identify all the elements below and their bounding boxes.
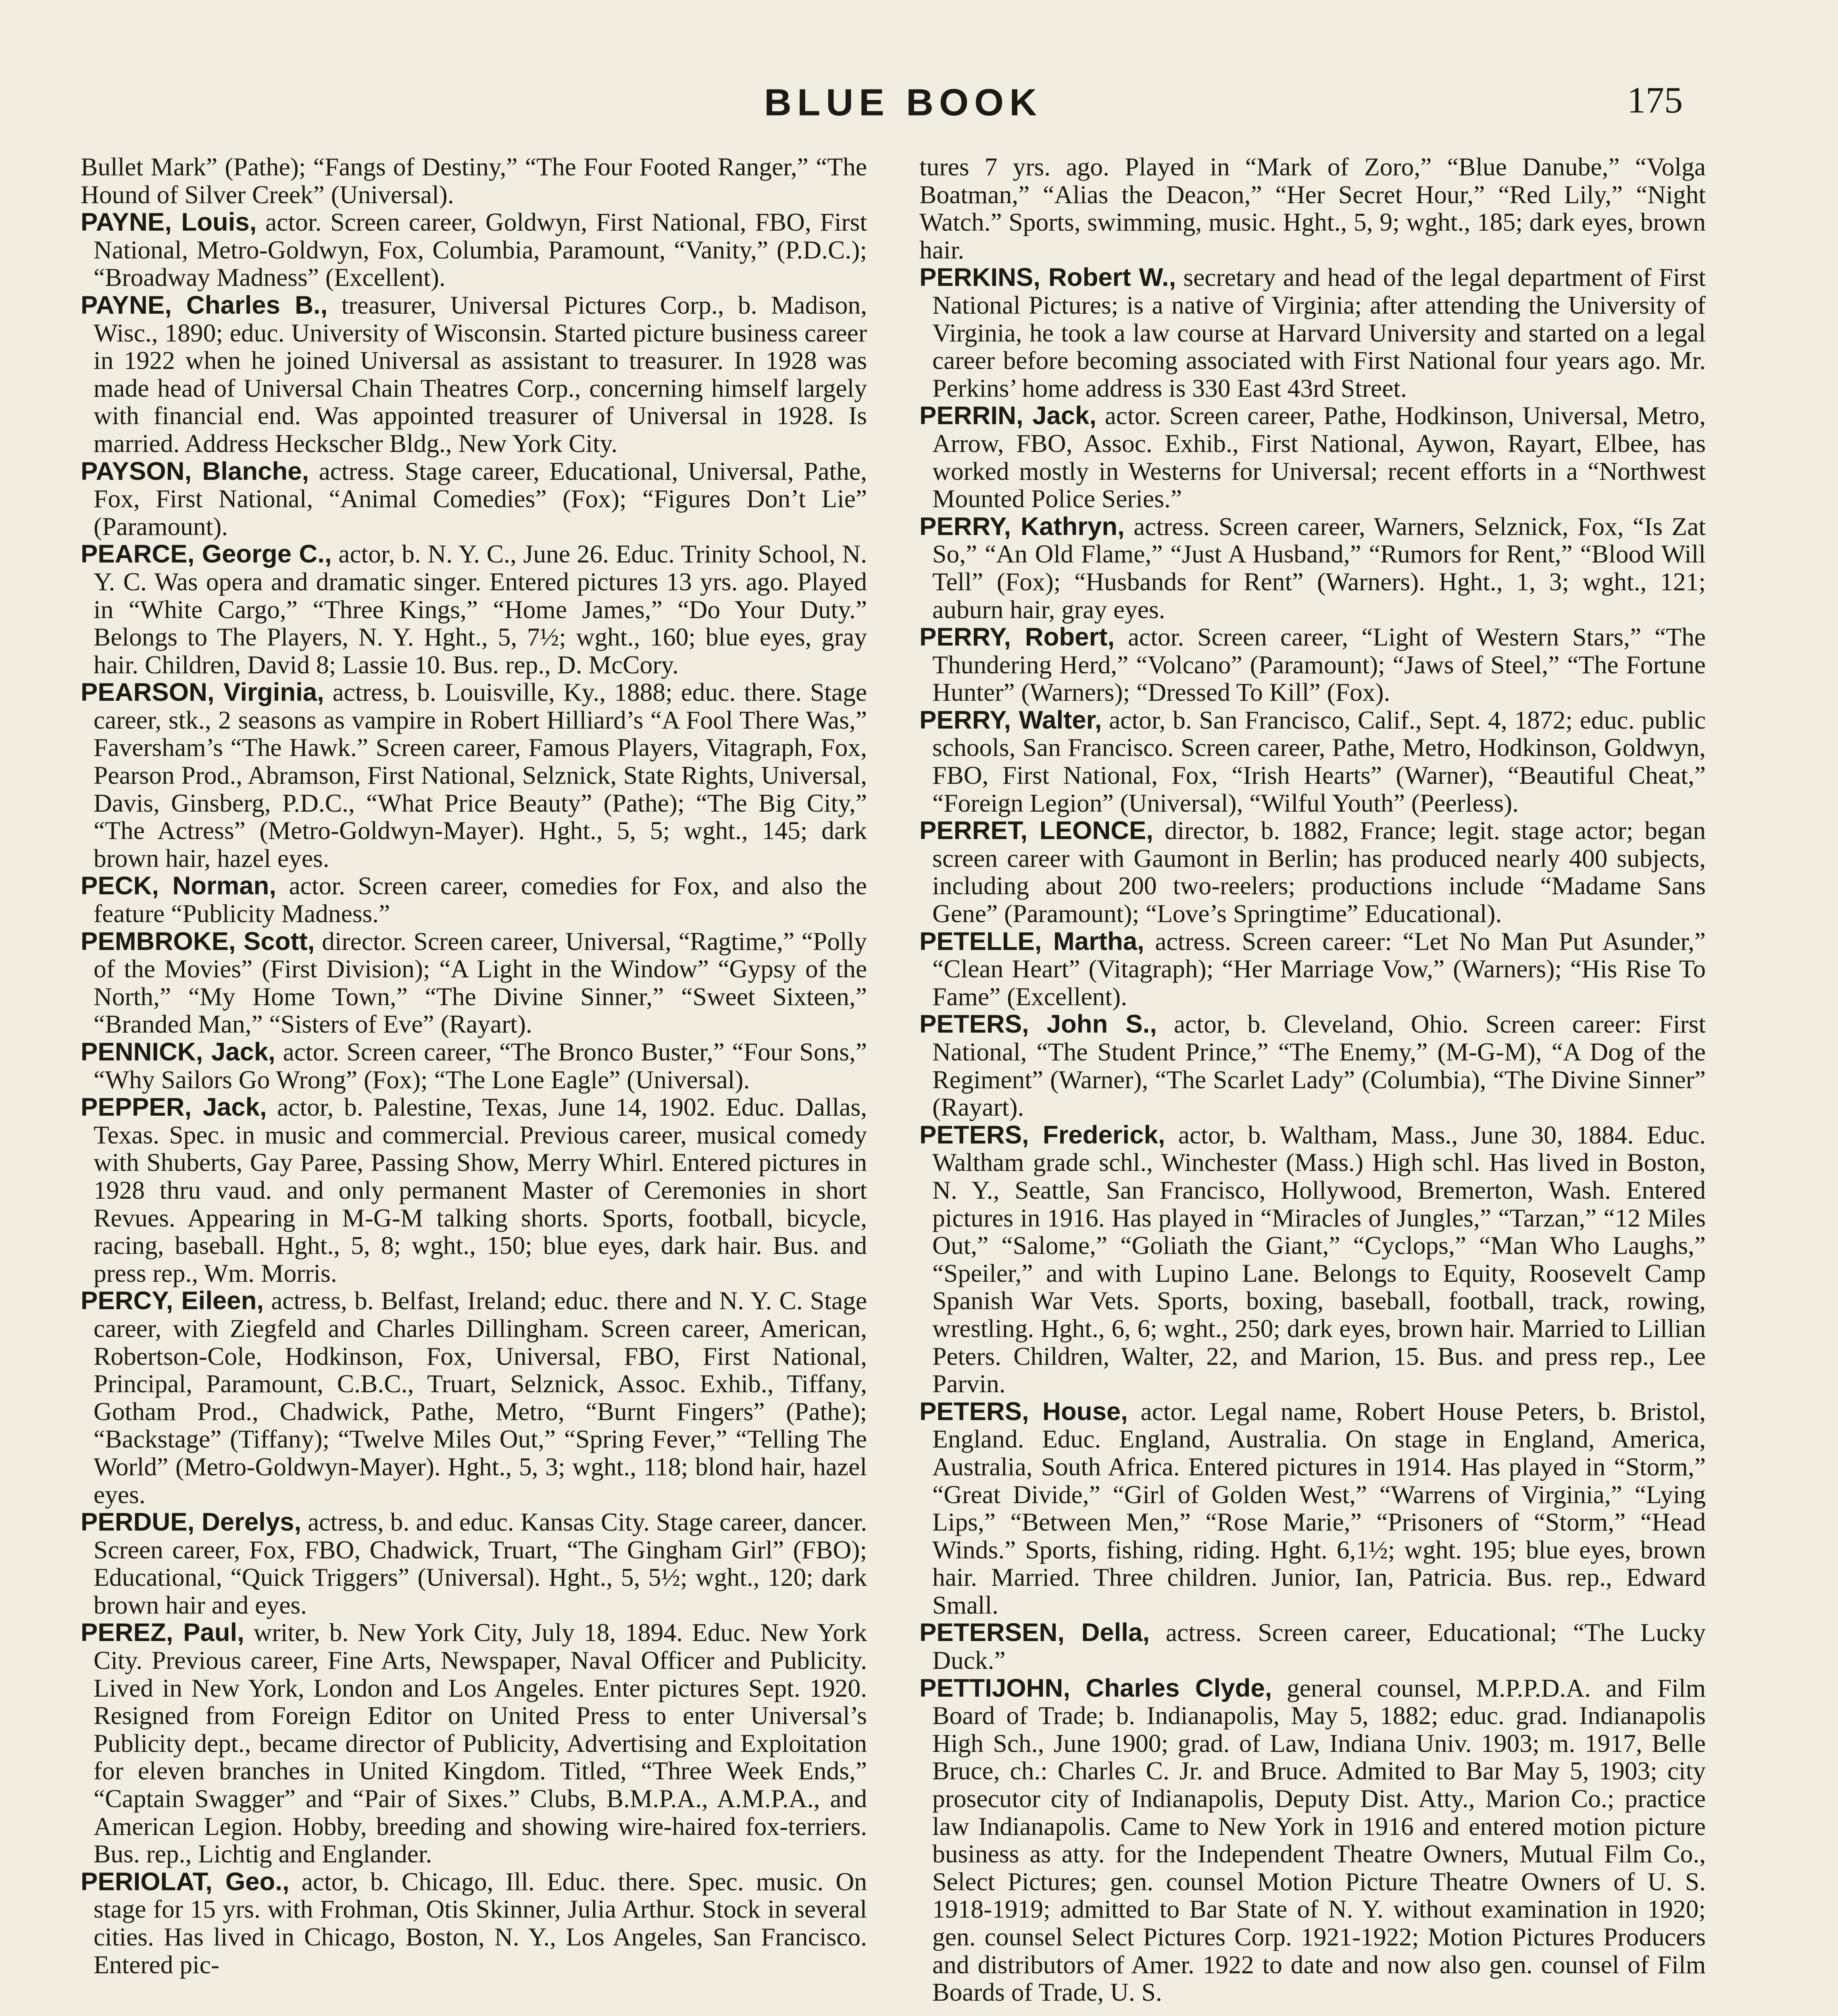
entry-name: PERRET, LEONCE, <box>919 816 1154 845</box>
directory-entry <box>919 1010 1706 1121</box>
entry-text: actress. Screen career: “Let No Man Put Asunder,” “Clean Heart” (Vitagraph); “Her Marriage Vow,” (Warners); “His Rise To Fame” (Excellent). <box>932 927 1706 1011</box>
entry-name: PEPPER, Jack, <box>81 1093 267 1122</box>
entry-text: actress, b. Louisville, Ky., 1888; educ. there. Stage career, stk., 2 seasons as vampire in Robert Hilliard’s “A Fool There Was,” Faversham’s “The Hawk.” Screen career, Famous Players, Vitagraph, Fox, Pearson Prod., Abramson, First National, Selznick, State Rights, Universal, Davis, Ginsberg, P.D.C., “What Price Beauty” (Pathe); “The Big City,” “The Actress” (Metro-Goldwyn-Mayer). Hght., 5, 5; wght., 145; dark brown hair, hazel eyes. <box>94 678 867 873</box>
entry-name: PERRIN, Jack, <box>919 402 1096 430</box>
entry-text: actress, b. Belfast, Ireland; educ. there and N. Y. C. Stage career, with Ziegfeld and Charles Dillingham. Screen career, American, Robertson-Cole, Hodkinson, Fox, Universal, FBO, First National, Principal, Paramount, C.B.C., Truart, Selznick, Assoc. Exhib., Tiffany, Gotham Prod., Chadwick, Pathe, Metro, “Burnt Fingers” (Pathe); “Backstage” (Tiffany); “Twelve Miles Out,” “Spring Fever,” “Telling The World” (Metro-Goldwyn-Mayer). Hght., 5, 3; wght., 118; blond hair, hazel eyes. <box>94 1286 867 1509</box>
entry-text: actor. Screen career, Goldwyn, First National, FBO, First National, Metro-Goldwyn, Fox, Columbia, Paramount, “Vanity,” (P.D.C.); “Broadway Madness” (Excellent). <box>94 208 867 292</box>
entry-text: actress. Stage career, Educational, Universal, Pathe, Fox, First National, “Animal Comedies” (Fox); “Figures Don’t Lie” (Paramount). <box>94 456 867 541</box>
directory-entry <box>81 1093 867 1287</box>
directory-entry <box>919 1619 1706 1674</box>
entry-name: PEARSON, Virginia, <box>81 678 324 707</box>
directory-entry <box>81 540 867 679</box>
entry-text: actor. Screen career, “Light of Western Stars,” “The Thundering Herd,” “Volcano” (Paramount); “Jaws of Steel,” “The Fortune Hunter” (Warners); “Dressed To Kill” (Fox). <box>932 623 1706 707</box>
entry-name: PERKINS, Robert W., <box>919 263 1176 292</box>
directory-entry <box>81 208 867 292</box>
directory-entry <box>81 1038 867 1093</box>
entry-name: PERCY, Eileen, <box>81 1287 264 1315</box>
entry-name: PAYNE, Charles B., <box>81 291 328 319</box>
entry-name: PERRY, Robert, <box>919 623 1115 652</box>
directory-entry <box>81 928 867 1038</box>
running-head-title: BLUE BOOK <box>764 81 1042 123</box>
entry-text: director. Screen career, Universal, “Ragtime,” “Polly of the Movies” (First Division); “A Light in the Window” “Gypsy of the North,” “My Home Town,” “The Divine Sinner,” “Sweet Sixteen,” “Branded Man,” “Sisters of Eve” (Rayart). <box>94 927 867 1039</box>
entry-name: PERDUE, Derelys, <box>81 1508 302 1537</box>
directory-entry <box>81 872 867 927</box>
directory-entry <box>81 1868 867 1979</box>
entry-name: PENNICK, Jack, <box>81 1038 275 1066</box>
entry-text: actor. Screen career, comedies for Fox, and also the feature “Publicity Madness.” <box>94 871 867 928</box>
entry-name: PEMBROKE, Scott, <box>81 927 315 956</box>
directory-entry <box>81 458 867 541</box>
directory-entry <box>81 1619 867 1868</box>
entry-name: PEREZ, Paul, <box>81 1618 244 1647</box>
entry-name: PETERS, John S., <box>919 1010 1157 1039</box>
entry-name: PETELLE, Martha, <box>919 927 1144 956</box>
entry-name: PERIOLAT, Geo., <box>81 1867 290 1896</box>
directory-entry <box>919 153 1706 264</box>
entry-name: PERRY, Kathryn, <box>919 512 1125 541</box>
entry-name: PEARCE, George C., <box>81 540 332 569</box>
page-number: 175 <box>1627 79 1683 121</box>
entry-text: secretary and head of the legal department of First National Pictures; is a native of Virginia; after attending the University of Virginia, he took a law course at Harvard University and started on a legal career before becoming associated with First National four years ago. Mr. Perkins’ home address is 330 East 43rd Street. <box>932 263 1706 402</box>
entry-text: actor, b. Cleveland, Ohio. Screen career: First National, “The Student Prince,” “The Enemy,” (M-G-M), “A Dog of the Regiment” (Warner), “The Scarlet Lady” (Columbia), “The Divine Sinner” (Rayart). <box>932 1010 1706 1122</box>
entry-name: PAYSON, Blanche, <box>81 457 309 485</box>
entry-text: actor, b. N. Y. C., June 26. Educ. Trinity School, N. Y. C. Was opera and dramatic singer. Entered pictures 13 yrs. ago. Played in “White Cargo,” “Three Kings,” “Home James,” “Do Your Duty.” Belongs to The Players, N. Y. Hght., 5, 7½; wght., 160; blue eyes, gray hair. Children, David 8; Lassie 10. Bus. rep., D. McCory. <box>94 539 867 679</box>
entry-name: PETTIJOHN, Charles Clyde, <box>919 1674 1272 1702</box>
entry-text: actor. Legal name, Robert House Peters, b. Bristol, England. Educ. England, Australia. On stage in England, America, Australia, South Africa. Entered pictures in 1914. Has played in “Storm,” “Great Divide,” “Girl of Golden West,” “Warrens of Virginia,” “Lying Lips,” “Between Men,” “Rose Marie,” “Prisoners of “Storm,” “Head Winds.” Sports, fishing, riding. Hght. 6,1½; wght. 195; blue eyes, brown hair. Married. Three children. Junior, Ian, Patricia. Bus. rep., Edward Small. <box>932 1397 1706 1619</box>
entry-text: general counsel, M.P.P.D.A. and Film Board of Trade; b. Indianapolis, May 5, 1882; educ. grad. Indianapolis High Sch., June 1900; grad. of Law, Indiana Univ. 1903; m. 1917, Belle Bruce, ch.: Charles C. Jr. and Bruce. Admited to Bar May 5, 1903; city prosecutor city of Indianapolis, Deputy Dist. Atty., Marion Co.; practice law Indianapolis. Came to New York in 1916 and entered motion picture business as atty. for the Independent Theatre Owners, Mutual Film Co., Select Pictures; gen. counsel Motion Picture Theatre Owners of U. S. 1918-1919; admitted to Bar State of N. Y. without examination in 1920; gen. counsel Select Pictures Corp. 1921-1922; Motion Pictures Producers and distributors of Amer. 1922 to date and now also gen. counsel of Film Boards of Trade, U. S. <box>932 1673 1706 2007</box>
entry-text: treasurer, Universal Pictures Corp., b. Madison, Wisc., 1890; educ. University of Wisconsin. Started picture business career in 1922 when he joined Universal as assistant to treasurer. In 1928 was made head of Universal Chain Theatres Corp., concerning himself largely with financial end. Was appointed treasurer of Universal in 1928. Is married. Address Heckscher Bldg., New York City. <box>94 290 867 458</box>
entry-text: Bullet Mark” (Pathe); “Fangs of Destiny,” “The Four Footed Ranger,” “The Hound of Silver Creek” (Universal). <box>81 152 867 209</box>
entry-text: actress. Screen career, Warners, Selznick, Fox, “Is Zat So,” “An Old Flame,” “Just A Husband,” “Rumors for Rent,” “Blood Will Tell” (Fox); “Husbands for Rent” (Warners). Hght., 1, 3; wght., 121; auburn hair, gray eyes. <box>932 512 1706 624</box>
entry-name: PERRY, Walter, <box>919 706 1102 734</box>
directory-entry <box>81 1287 867 1508</box>
directory-entry <box>919 1674 1706 2006</box>
entry-text: tures 7 yrs. ago. Played in “Mark of Zoro,” “Blue Danube,” “Volga Boatman,” “Alias the Deacon,” “Her Secret Hour,” “Red Lily,” “Night Watch.” Sports, swimming, music. Hght., 5, 9; wght., 185; dark eyes, brown hair. <box>919 152 1706 264</box>
directory-entry <box>919 623 1706 706</box>
entry-name: PAYNE, Louis, <box>81 208 257 237</box>
entry-text: director, b. 1882, France; legit. stage actor; began screen career with Gaumont in Berlin; has produced nearly 400 subjects, including about 200 two-reelers; productions include “Madame Sans Gene” (Paramount); “Love’s Springtime” Educational). <box>932 816 1706 928</box>
directory-entry <box>81 153 867 208</box>
left-column <box>81 153 867 1979</box>
directory-entry <box>919 706 1706 817</box>
directory-entry <box>919 817 1706 927</box>
entry-name: PETERS, Frederick, <box>919 1120 1165 1149</box>
directory-entry <box>919 1398 1706 1619</box>
entry-text: actor, b. Chicago, Ill. Educ. there. Spec. music. On stage for 15 yrs. with Frohman, Otis Skinner, Julia Arthur. Stock in several cities. Has lived in Chicago, Boston, N. Y., Los Angeles, San Francisco. Entered pic- <box>94 1867 867 1979</box>
entry-text: actor, b. San Francisco, Calif., Sept. 4, 1872; educ. public schools, San Francisco. Screen career, Pathe, Metro, Hodkinson, Goldwyn, FBO, First National, Fox, “Irish Hearts” (Warner), “Beautiful Cheat,” “Foreign Legion” (Universal), “Wilful Youth” (Peerless). <box>932 705 1706 817</box>
entry-name: PECK, Norman, <box>81 872 277 900</box>
entry-text: actress. Screen career, Educational; “The Lucky Duck.” <box>932 1618 1706 1675</box>
entry-text: actor. Screen career, “The Bronco Buster,” “Four Sons,” “Why Sailors Go Wrong” (Fox); “The Lone Eagle” (Universal). <box>94 1037 867 1094</box>
entry-text: actor, b. Palestine, Texas, June 14, 1902. Educ. Dallas, Texas. Spec. in music and commercial. Previous career, musical comedy with Shuberts, Gay Paree, Passing Show, Merry Whirl. Entered pictures in 1928 thru vaud. and only permanent Master of Ceremonies in short Revues. Appearing in M-G-M talking shorts. Sports, football, bicycle, racing, baseball. Hght., 5, 8; wght., 150; blue eyes, dark hair. Bus. and press rep., Wm. Morris. <box>94 1093 867 1287</box>
directory-entry <box>919 1121 1706 1398</box>
entry-text: writer, b. New York City, July 18, 1894. Educ. New York City. Previous career, Fine Arts, Newspaper, Naval Officer and Publicity. Lived in New York, London and Los Angeles. Enter pictures Sept. 1920. Resigned from Foreign Editor on United Press to enter Universal’s Publicity dept., became director of Publicity, Advertising and Exploitation for eleven branches in United Kingdom. Titled, “Three Week Ends,” “Captain Swagger” and “Pair of Sixes.” Clubs, B.M.P.A., A.M.P.A., and American Legion. Hobby, breeding and showing wire-haired fox-terriers. Bus. rep., Lichtig and Englander. <box>94 1618 867 1868</box>
entry-name: PETERSEN, Della, <box>919 1618 1150 1647</box>
directory-entry <box>81 1508 867 1619</box>
entry-text: actress, b. and educ. Kansas City. Stage career, dancer. Screen career, Fox, FBO, Chadwick, Truart, “The Gingham Girl” (FBO); Educational, “Quick Triggers” (Universal). Hght., 5, 5½; wght., 120; dark brown hair and eyes. <box>94 1508 867 1619</box>
directory-entry <box>919 928 1706 1011</box>
entry-name: PETERS, House, <box>919 1397 1128 1426</box>
directory-entry <box>81 679 867 872</box>
entry-text: actor, b. Waltham, Mass., June 30, 1884. Educ. Waltham grade schl., Winchester (Mass.) High schl. Has lived in Boston, N. Y., Seattle, San Francisco, Hollywood, Bremerton, Wash. Entered pictures in 1916. Has played in “Miracles of Jungles,” “Tarzan,” “12 Miles Out,” “Salome,” “Goliath the Giant,” “Cyclops,” “Man Who Laughs,” “Speiler,” and with Lupino Lane. Belongs to Equity, Roosevelt Camp Spanish War Vets. Sports, boxing, baseball, football, track, rowing, wrestling. Hght., 6, 6; wght., 250; dark eyes, brown hair. Married to Lillian Peters. Children, Walter, 22, and Marion, 15. Bus. and press rep., Lee Parvin. <box>932 1120 1706 1398</box>
entry-text: actor. Screen career, Pathe, Hodkinson, Universal, Metro, Arrow, FBO, Assoc. Exhib., First National, Aywon, Rayart, Elbee, has worked mostly in Westerns for Universal; recent efforts in a “Northwest Mounted Police Series.” <box>932 401 1706 513</box>
right-column <box>919 153 1706 2006</box>
directory-entry <box>919 513 1706 623</box>
directory-entry <box>919 264 1706 402</box>
directory-entry <box>81 292 867 458</box>
directory-entry <box>919 402 1706 512</box>
